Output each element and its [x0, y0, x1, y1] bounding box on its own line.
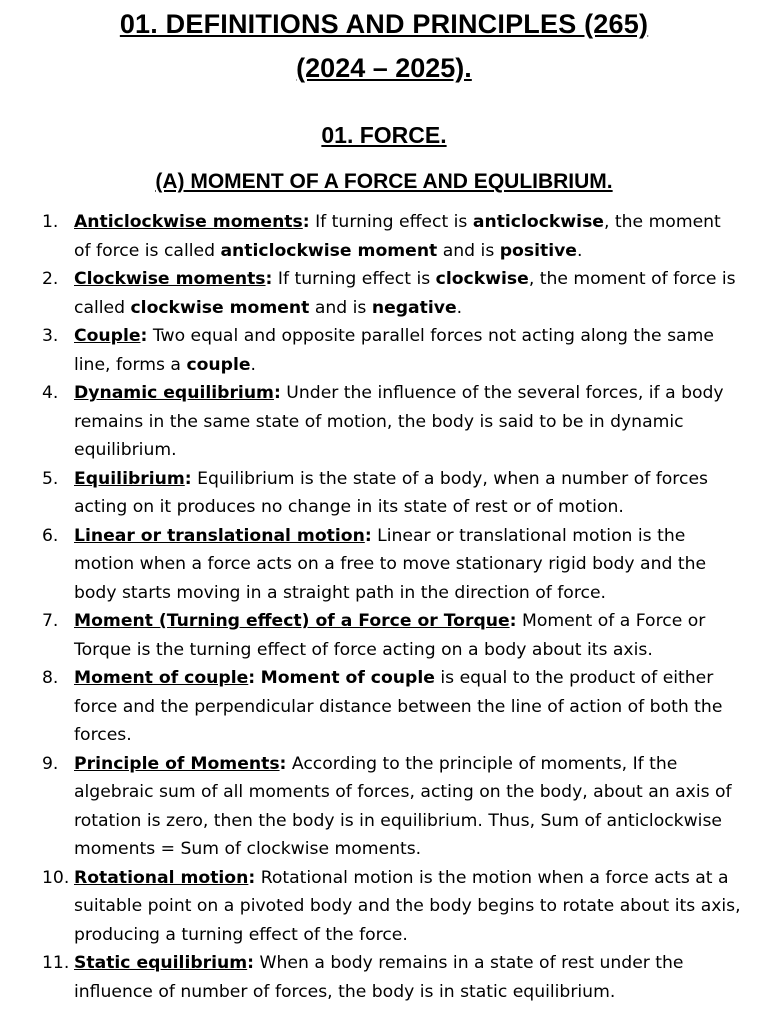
bold-keyword: negative	[371, 297, 457, 318]
definition-text: Linear or translational motion: Linear or translational motion is the motion when a force acts on a free to move stationary rigid body and the body starts moving in a straight path in the direction of force.	[74, 525, 707, 603]
definition-number: 6.	[42, 525, 59, 546]
definition-text: Couple: Two equal and opposite parallel forces not acting along the same line, forms a couple.	[74, 326, 714, 375]
definition-number: 2.	[42, 269, 59, 289]
definition-number: 9.	[42, 753, 59, 774]
definition-number: 4.	[42, 383, 59, 403]
definition-number: 7.	[42, 611, 59, 631]
definition-fragment: .	[250, 354, 256, 375]
definition-number: 5.	[42, 468, 59, 489]
definition-fragment: Rotational motion is the motion when a force acts at a suitable point on a pivoted body and the body begins to rotate about its axis, producing a turning effect of the force.	[74, 867, 741, 945]
definition-term: Equilibrium	[74, 468, 185, 489]
definition-fragment: Two equal and opposite parallel forces not acting along the same line, forms a	[74, 326, 714, 375]
definition-fragment: is equal to the product of either force and the perpendicular distance between the line of action of both the forces.	[74, 668, 723, 745]
bold-keyword: couple	[186, 354, 251, 375]
definition-term: Clockwise moments	[74, 269, 266, 289]
definition-item	[42, 864, 742, 950]
bold-keyword: positive	[499, 240, 577, 261]
bold-keyword: clockwise	[435, 269, 529, 289]
definition-fragment: Under the influence of the several forces, if a body remains in the same state of motion, the body is said to be in dynamic equilibrium.	[74, 383, 724, 460]
document-title: 01. DEFINITIONS AND PRINCIPLES (265)	[119, 9, 649, 39]
definition-term: Anticlockwise moments	[74, 212, 303, 232]
definition-item	[42, 465, 742, 522]
definition-term: Principle of Moments	[74, 753, 280, 774]
definition-term: Rotational motion	[74, 867, 249, 888]
bold-keyword: Moment of couple	[260, 668, 435, 688]
definition-fragment: .	[576, 240, 583, 261]
definition-term: Moment (Turning effect) of a Force or Torque	[74, 611, 510, 631]
definition-item	[42, 522, 742, 608]
bold-keyword: anticlockwise moment	[220, 240, 438, 261]
definition-fragment: .	[456, 297, 463, 318]
definition-number: 11.	[42, 953, 70, 973]
definition-text: Clockwise moments: If turning effect is clockwise, the moment of force is called clockwise moment and is negative.	[74, 269, 736, 318]
definition-number: 8.	[42, 668, 59, 688]
definition-item	[42, 322, 742, 379]
definitions-list	[42, 208, 742, 1006]
definition-fragment: According to the principle of moments, If the algebraic sum of all moments of forces, acting on the body, about an axis of rotation is zero, then the body is in equilibrium. Thus, Sum of anticlockwise moments = Sum of clockwise moments.	[74, 753, 732, 859]
definition-item	[42, 208, 742, 265]
definition-fragment: Linear or translational motion is the motion when a force acts on a free to move stationary rigid body and the body starts moving in a straight path in the direction of force.	[74, 525, 707, 603]
definition-fragment: If turning effect is	[272, 269, 436, 289]
definition-number: 3.	[42, 326, 59, 346]
definition-text: Principle of Moments: According to the principle of moments, If the algebraic sum of all moments of forces, acting on the body, about an axis of rotation is zero, then the body is in equilibrium. Thus, Sum of anticlockwise moments = Sum of clockwise moments.	[74, 753, 732, 859]
definition-fragment: , the moment of force is called	[74, 269, 736, 318]
bold-keyword: clockwise moment	[130, 297, 310, 318]
definition-number: 10.	[42, 867, 70, 888]
definition-text: Dynamic equilibrium: Under the influence of the several forces, if a body remains in the same state of motion, the body is said to be in dynamic equilibrium.	[74, 383, 724, 460]
definition-fragment: Moment of a Force or Torque is the turning effect of force acting on a body about its axis.	[74, 611, 706, 660]
definition-fragment: If turning effect is	[309, 212, 473, 232]
definition-item	[42, 607, 742, 664]
definition-item	[42, 265, 742, 322]
definition-term: Couple	[74, 326, 141, 346]
definition-text: Static equilibrium: When a body remains in a state of rest under the influence of number of forces, the body is in static equilibrium.	[74, 953, 684, 1002]
section-heading: (A) MOMENT OF A FORCE AND EQULIBRIUM.	[155, 170, 613, 193]
definition-fragment: Equilibrium is the state of a body, when a number of forces acting on it produces no change in its state of rest or of motion.	[74, 468, 708, 517]
definition-number: 1.	[42, 212, 59, 232]
definition-item	[42, 379, 742, 465]
definition-fragment: When a body remains in a state of rest under the influence of number of forces, the body is in static equilibrium.	[74, 953, 684, 1002]
definition-item	[42, 949, 742, 1006]
definition-fragment: , the moment of force is called	[74, 212, 721, 261]
definition-term: Linear or translational motion	[74, 525, 365, 546]
definition-term: Moment of couple	[74, 668, 249, 688]
definition-text: Rotational motion: Rotational motion is the motion when a force acts at a suitable point on a pivoted body and the body begins to rotate about its axis, producing a turning effect of the force.	[74, 867, 741, 945]
bold-keyword: anticlockwise	[472, 212, 604, 232]
definition-text: Moment of couple: Moment of couple is equal to the product of either force and the perpendicular distance between the line of action of both the forces.	[74, 668, 723, 745]
definition-text: Anticlockwise moments: If turning effect is anticlockwise, the moment of force is called anticlockwise moment and is positive.	[74, 212, 721, 261]
document-year: (2024 – 2025).	[296, 53, 472, 83]
definition-item	[42, 664, 742, 750]
definition-term: Dynamic equilibrium	[74, 383, 274, 403]
definition-text: Moment (Turning effect) of a Force or Torque: Moment of a Force or Torque is the turning effect of force acting on a body about its axis.	[74, 611, 706, 660]
definition-item	[42, 750, 742, 864]
definition-term: Static equilibrium	[74, 953, 248, 973]
definition-fragment: and is	[309, 297, 372, 318]
definition-fragment: and is	[437, 240, 500, 261]
definition-text: Equilibrium: Equilibrium is the state of a body, when a number of forces acting on it produces no change in its state of rest or of motion.	[74, 468, 708, 517]
chapter-heading: 01. FORCE.	[321, 122, 447, 148]
